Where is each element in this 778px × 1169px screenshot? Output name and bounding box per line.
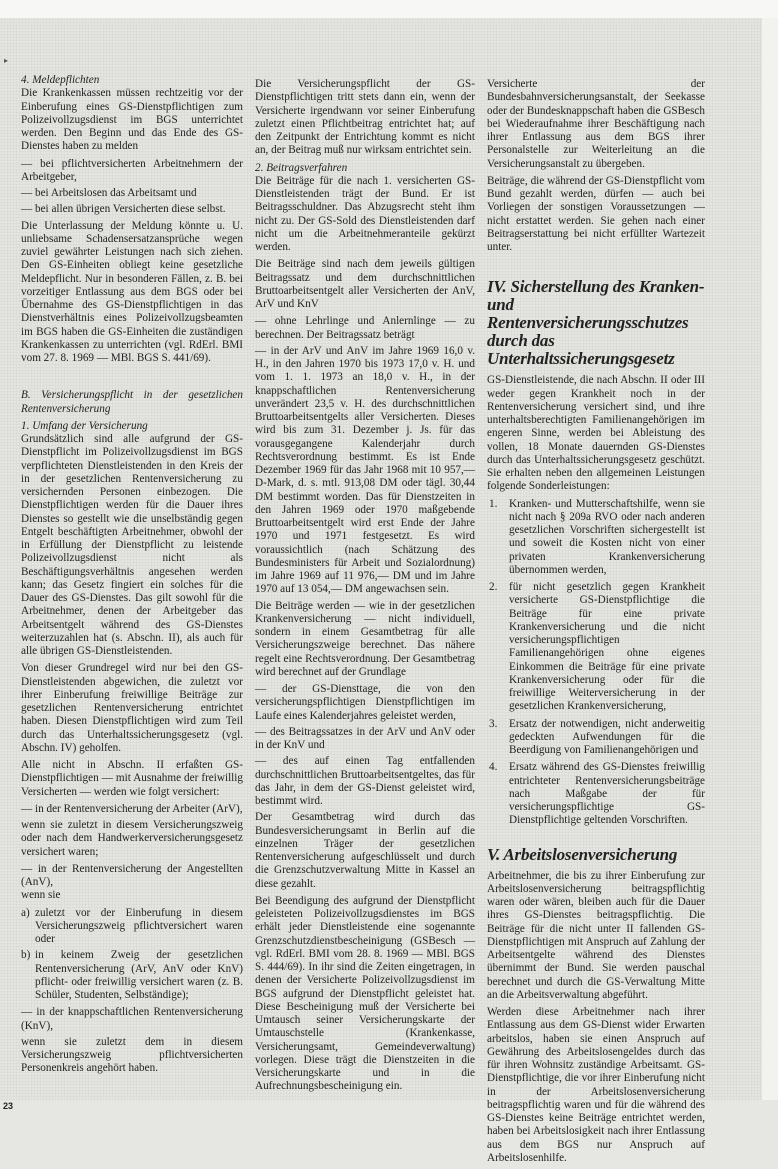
section-heading-v: V. Arbeitslosenversicherung [487, 844, 678, 864]
dash-item: — des Beitragssatzes in der ArV und AnV oder in der KnV und [255, 725, 475, 751]
section-heading-umfang: 1. Umfang der Versicherung [21, 419, 148, 432]
alpha-item: a) zuletzt vor der Einberufung in diesem Versicherungszweig pflichtversichert waren oder [21, 906, 243, 945]
section-heading-iv: IV. Sicherstellung des Kranken- und Rentenversicherungsschutzes durch das Unterhaltssicherungsgesetz [487, 277, 705, 369]
dash-item: — bei allen übrigen Versicherten diese selbst. [21, 203, 226, 216]
dash-item: — ohne Lehrlinge und Anlernlinge — zu berechnen. Der Beitragssatz beträgt [255, 315, 475, 341]
paragraph: wenn sie [21, 889, 61, 902]
column-2 [255, 78, 475, 1098]
numbered-list [487, 498, 705, 828]
dash-item: — bei Arbeitslosen das Arbeitsamt und [21, 187, 197, 199]
dash-item: — der GS-Diensttage, die von den versicherungspflichtigen Dienstpflichtigen im Laufe eines Kalenderjahres geleistet werden, [255, 683, 475, 722]
alpha-list [21, 907, 243, 1003]
scan-mark: ▸ [4, 56, 9, 65]
dash-item: — in der ArV und AnV im Jahre 1969 16,0 v. H., in den Jahren 1970 bis 1973 17,0 v. H. und vom 1. 1. 1973 an 18,0 v. H., in der knappschaftlichen Rentenversicherung unverändert 23,5 v. H. des durchschnittlichen Bruttoarbeitsentgelts aller Versicherten. Dieses wird bis zum 31. Dezember j. Js. für das vorausgegangene Kalenderjahr durch Rechtsverordnung bestimmt. Es ist Ende Dezember 1969 für das Jahr 1968 mit 10 957,— D-Mark, d. s. mtl. 913,08 DM oder tägl. 30,44 DM bestimmt worden. Das für Dienstzeiten in den Jahren 1969 oder 1970 maßgebende Bruttoarbeitsentgelt wird erst Ende der Jahre 1970 und 1971 festgesetzt. Es wird voraussichtlich (nach Schätzung des Bundesministers für Arbeit und Sozialordnung) im Jahre 1969 auf 11 976,— DM und im Jahre 1970 auf 13 054,— DM angewachsen sein. [255, 344, 475, 596]
dash-item: — des auf einen Tag entfallenden durchschnittlichen Bruttoarbeitsentgeltes, das für das Jahr, in dem der GS-Dienst geleistet wird, bestimmt wird. [255, 755, 475, 807]
paragraph: Werden diese Arbeitnehmer nach ihrer Entlassung aus dem GS-Dienst wider Erwarten arbeitslos, haben sie einen Anspruch auf Gewährung des Arbeitslosengeldes durch das für ihren Wohnsitz zuständige Arbeitsamt. GS-Dienstpflichtige, die vor ihrer Einberufung nicht in der Arbeitslosenversicherung beitragspflichtig waren und für die während des GS-Dienstes keine Beiträge entrichtet werden, haben bei Arbeitslosigkeit nach ihrer Entlassung aus dem BGS nur Anspruch auf Arbeitslosenhilfe. [487, 1006, 705, 1164]
paragraph: Die Beiträge werden — wie in der gesetzlichen Krankenversicherung — nicht individuell, sondern in einem Gesamtbetrag für alle Versicherungszweige berechnet. Das nähere regelt eine Rechtsverordnung. Der Gesamtbetrag wird berechnet auf der Grundlage [255, 599, 475, 678]
paragraph: GS-Dienstleistende, die nach Abschn. II oder III weder gegen Krankheit noch in der Rentenversicherung versichert sind, und ihre unterhaltsberechtigten Familienangehörigen im engeren Sinne, werden bei Ableistung des vollen, 18 Monate dauernden GS-Dienstes durch das Unterhaltssicherungsgesetz geschützt. Sie erhalten neben den allgemeinen Leistungen folgende Sonderleistungen: [487, 374, 705, 493]
paragraph: Die Unterlassung der Meldung könnte u. U. unliebsame Schadensersatzansprüche wegen zuviel gewährter Leistungen nach sich ziehen. Den GS-Einheiten obliegt keine gesetzliche Meldepflicht. Nur in besonderen Fällen, z. B. bei vorzeitiger Entlassung aus dem BGS oder bei Übernahme des GS-Dienstpflichtigen in das Dienstverhältnis eines Polizeivollzugsbeamten im BGS haben die GS-Einheiten die zuständigen Krankenkassen zu unterrichten (vgl. RdErl. BMI vom 27. 8. 1969 — MBl. BGS S. 441/69). [21, 219, 243, 364]
paragraph: Die Beiträge für die nach 1. versicherten GS-Dienstleistenden trägt der Bund. Er ist Beitragsschuldner. Das Abzugsrecht steht ihm nicht zu. Der GS-Sold des Dienstleistenden darf nicht um die Arbeitnehmeranteile gekürzt werden. [255, 174, 475, 253]
list-item: 2. für nicht gesetzlich gegen Krankheit versicherte GS-Dienstpflichtige die Beiträge für eine private Krankenversicherung und die nicht versicherungspflichtigen Familienangehörigen ohne eigenes Einkommen die Beiträge für eine private Krankenversicherung oder für die freiwillige Weiterversicherung in der gesetzlichen Krankenversicherung, [489, 581, 705, 713]
list-item: 4. Ersatz während des GS-Dienstes freiwillig entrichteter Rentenversicherungsbeiträge nach Maßgabe der für versicherungspflichtige GS-Dienstpflichtige geltenden Vorschriften. [489, 761, 705, 827]
paragraph: Grundsätzlich sind alle aufgrund der GS-Dienstpflicht im Polizeivollzugsdienst im BGS verpflichteten Dienstleistenden in den Kreis der in der gesetzlichen Rentenversicherung zu versichernden Personen einbezogen. Die Dienstpflichtigen werden für die Dauer ihres Dienstes so gestellt wie die unselbständig gegen Entgelt beschäftigten Arbeitnehmer, obwohl der in Erfüllung der Dienstpflicht zu leistende Polizeivollzugsdienst nicht als Beschäftigungsverhältnis angesehen werden kann; das Gesetz fingiert ein solches für die Dauer des GS-Dienstes. Das gilt sowohl für die Arbeitnehmer, denen der Arbeitgeber das Arbeitsentgelt während des GS-Dienstes weiterzuzahlen hat (s. Abschn. II), als auch für alle übrigen GS-Dienstleistenden. [21, 433, 243, 657]
dash-item: — in der Rentenversicherung der Arbeiter (ArV), [21, 802, 243, 815]
dash-item: — in der knappschaftlichen Rentenversicherung (KnV), [21, 1006, 243, 1032]
paragraph: wenn sie zuletzt dem in diesem Versicherungszweig pflichtversicherten Personenkreis angehört haben. [21, 1035, 243, 1075]
page-number: 23 [3, 1101, 14, 1111]
list-item: 3. Ersatz der notwendigen, nicht anderweitig gedeckten Aufwendungen für die Beerdigung von Familienangehörigen und [489, 717, 705, 756]
paragraph: Beiträge, die während der GS-Dienstpflicht vom Bund gezahlt werden, dürfen — auch bei Vorliegen der sonstigen Voraussetzungen — nicht erstattet werden. Sie gehen nach einer Beitragserstattung bei nicht erfüllter Wartezeit unter. [487, 174, 705, 253]
alpha-item: b) in keinem Zweig der gesetzlichen Rentenversicherung (ArV, AnV oder KnV) pflicht- oder freiwillig versichert waren (z. B. Schüler, Studenten, Selbständige); [21, 949, 243, 1001]
scan-right-margin [762, 18, 778, 1100]
section-heading-beitragsverfahren: 2. Beitragsverfahren [255, 161, 348, 174]
section-heading-meldepflichten: 4. Meldepflichten [21, 74, 100, 86]
paragraph: Arbeitnehmer, die bis zu ihrer Einberufung zur Arbeitslosenversicherung beitragspflichtig waren oder wären, bleiben auch für die Dauer ihres GS-Dienstes beitragspflichtig. Die Beiträge für die nicht unter II fallenden GS-Dienstpflichtigen mit Anspruch auf Zahlung der Arbeitsentgelte während des Dienstes übernimmt der Bund. Sie werden pauschal berechnet und durch die GS-Verwaltung Mitte an die Arbeitsverwaltung abgeführt. [487, 869, 705, 1001]
dash-item: — in der Rentenversicherung der Angestellten (AnV), [21, 862, 243, 888]
paragraph: Versicherte der Bundesbahnversicherungsanstalt, der Seekasse oder der Bundesknappschaft haben die GSBesch bei Wiederaufnahme ihrer Beschäftigung nach ihrer Entlassung aus dem BGS ihrer Personalstelle zur Weiterleitung an die Versicherungsanstalt zu übergeben. [487, 78, 705, 170]
paragraph: Die Versicherungspflicht der GS-Dienstpflichtigen tritt stets dann ein, wenn der Versicherte irgendwann vor seiner Einberufung zuletzt einen Pflichtbeitrag entrichtet hat; auf den Zeitpunkt der Entrichtung kommt es nicht an, der Beitrag muß nur wirksam entrichtet sein. [255, 78, 475, 157]
paragraph: Von dieser Grundregel wird nur bei den GS-Dienstleistenden abgewichen, die zuletzt vor ihrer Einberufung freiwillige Beiträge zur gesetzlichen Rentenversicherung entrichtet haben. Diesen Dienstpflichtigen wird zum Teil durch das Unterhaltssicherungsgesetz (vgl. Abschn. IV) geholfen. [21, 662, 243, 754]
dash-item: — bei pflichtversicherten Arbeitnehmern der Arbeitgeber, [21, 157, 243, 183]
column-1 [21, 74, 243, 1080]
paragraph: Bei Beendigung des aufgrund der Dienstpflicht geleisteten Polizeivollzugsdienstes im BGS erhält jeder Dienstleistende eine sogenannte Grenzschutzdienstbescheinigung (GSBesch — vgl. RdErl. BMI vom 28. 8. 1969 — MBl. BGS S. 444/69). In ihr sind die Zeiten eingetragen, in denen der Versicherte Polizeivollzugsdienst im BGS aufgrund der Dienstpflicht geleistet hat. Diese Bescheinigung muß der Versicherte bei Umtausch seiner Versicherungskarte der Umtauschstelle (Krankenkasse, Versicherungsamt, Gemeindeverwaltung) vorlegen. Diese trägt die Dienstzeiten in die Versicherungskarte und in die Aufrechnungsbescheinigung ein. [255, 894, 475, 1093]
paragraph: Alle nicht in Abschn. II erfaßten GS-Dienstpflichtigen — mit Ausnahme der freiwillig Versicherten — werden wie folgt versichert: [21, 759, 243, 798]
column-3 [487, 78, 705, 1169]
paragraph: Die Krankenkassen müssen rechtzeitig vor der Einberufung eines GS-Dienstpflichtigen zum Polizeivollzugsdienst im BGS unterrichtet werden. Den Beginn und das Ende des GS-Dienstes haben zu melden [21, 87, 243, 153]
scan-top-margin [0, 0, 778, 18]
document-page [0, 18, 762, 1164]
paragraph: wenn sie zuletzt in diesem Versicherungszweig oder nach dem Handwerkerversicherungsgesetz versichert waren; [21, 819, 243, 858]
section-heading-versicherungspflicht: B. Versicherungspflicht in der gesetzlichen Rentenversicherung [21, 389, 243, 415]
paragraph: Die Beiträge sind nach dem jeweils gültigen Beitragssatz und dem durchschnittlichen Bruttoarbeitsentgelt aller Versicherten der AnV, ArV und KnV [255, 258, 475, 310]
paragraph: Der Gesamtbetrag wird durch das Bundesversicherungsamt in Berlin auf die einzelnen Träger der gesetzlichen Rentenversicherung aufgeschlüsselt und durch die Grenzschutzverwaltung Mitte in Kassel an diese gezahlt. [255, 811, 475, 890]
list-item: 1. Kranken- und Mutterschaftshilfe, wenn sie nicht nach § 209a RVO oder nach anderen gesetzlichen Vorschriften sichergestellt ist und soweit die Kosten nicht von einer privaten Krankenversicherung übernommen werden, [489, 497, 705, 576]
